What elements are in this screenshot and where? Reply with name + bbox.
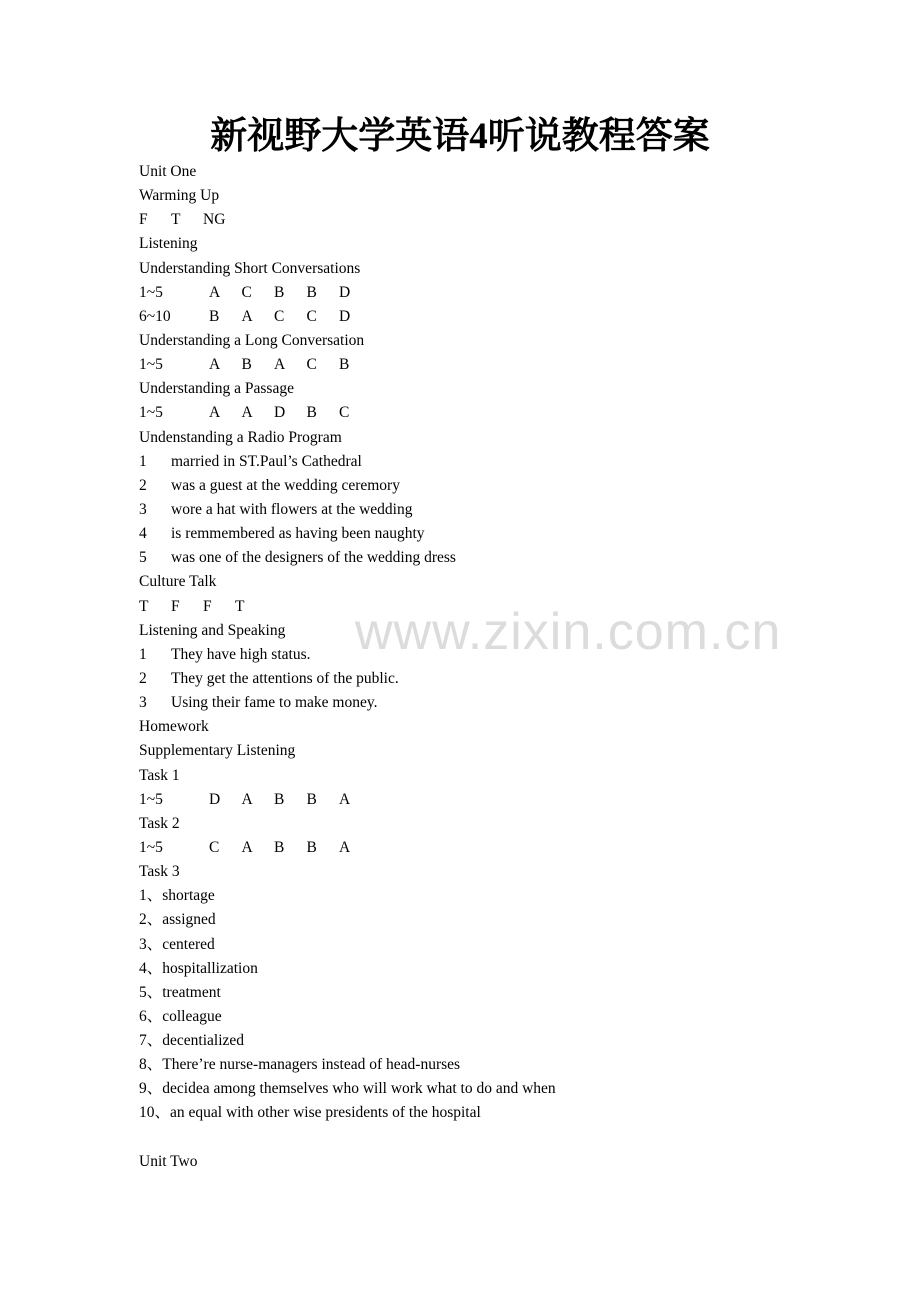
answer-row [139, 836, 839, 860]
question-range: 1~5 [139, 404, 163, 422]
item-text: They have high status. [171, 645, 311, 663]
section-label: Understanding Short Conversations [139, 259, 361, 277]
section-label: Understanding a Passage [139, 380, 294, 398]
answer: B [209, 307, 220, 325]
answer: C [339, 404, 350, 422]
answer: C [209, 838, 220, 856]
watermark: www.zixin.com.cn [355, 603, 782, 661]
item-number: 1 [139, 452, 147, 470]
list-item: 6、colleague [139, 1007, 222, 1025]
question-range: 6~10 [139, 307, 171, 325]
item-number: 4 [139, 525, 147, 543]
answer: D [209, 790, 221, 808]
answer: A [241, 307, 253, 325]
item-number: 3 [139, 694, 147, 712]
question-range: 1~5 [139, 838, 163, 856]
list-item [139, 546, 839, 570]
item-text: They get the attentions of the public. [171, 669, 399, 687]
answer: F [203, 597, 212, 615]
list-item [139, 522, 839, 546]
section-label: Listening and Speaking [139, 621, 286, 639]
answer: A [241, 790, 253, 808]
answer-row [139, 788, 839, 812]
answer: A [241, 838, 253, 856]
unit-heading: Unit Two [139, 1152, 198, 1170]
answer: A [209, 356, 221, 374]
item-text: Using their fame to make money. [171, 694, 378, 712]
question-range: 1~5 [139, 356, 163, 374]
question-range: 1~5 [139, 283, 163, 301]
answer: F [171, 597, 180, 615]
list-item [139, 474, 839, 498]
list-item: 9、decidea among themselves who will work what to do and when [139, 1080, 556, 1098]
section-label: Warming Up [139, 187, 220, 205]
section-label: Listening [139, 235, 198, 253]
answer-row [139, 281, 839, 305]
item-number: 5 [139, 549, 147, 567]
section-label: Understanding a Long Conversation [139, 331, 365, 349]
answer: A [339, 790, 351, 808]
section-label: Homework [139, 718, 209, 736]
answer: D [339, 283, 351, 301]
answer: B [274, 283, 285, 301]
answer-row [139, 208, 839, 232]
blank-line [139, 1126, 839, 1150]
item-text: married in ST.Paul’s Cathedral [171, 452, 362, 470]
list-item: 8、There’re nurse-managers instead of head-nurses [139, 1056, 461, 1074]
answer-row [139, 353, 839, 377]
list-item: 3、centered [139, 935, 215, 953]
unit-heading: Unit One [139, 163, 197, 180]
item-text: was a guest at the wedding ceremory [171, 476, 400, 494]
answer: D [339, 307, 351, 325]
list-item: 4、hospitallization [139, 959, 258, 977]
answer-row [139, 401, 839, 425]
answer: A [241, 404, 253, 422]
answer: D [274, 404, 286, 422]
answer: T [139, 597, 149, 615]
list-item: 10、an equal with other wise presidents of the hospital [139, 1104, 481, 1122]
answer: T [235, 597, 245, 615]
item-text: wore a hat with flowers at the wedding [171, 500, 413, 518]
item-text: is remmembered as having been naughty [171, 525, 425, 543]
answer: C [241, 283, 252, 301]
answer: B [306, 790, 317, 808]
item-number: 3 [139, 500, 147, 518]
answer: A [339, 838, 351, 856]
section-label: Supplementary Listening [139, 742, 296, 760]
task-label: Task 2 [139, 814, 180, 832]
answer: B [274, 790, 285, 808]
answer: B [306, 283, 317, 301]
list-item [139, 450, 839, 474]
task-label: Task 1 [139, 766, 180, 784]
answer: A [274, 356, 286, 374]
item-number: 2 [139, 669, 147, 687]
answer: A [209, 404, 221, 422]
section-label: Undenstanding a Radio Program [139, 428, 342, 446]
list-item [139, 667, 839, 691]
task-label: Task 3 [139, 863, 180, 881]
answer: NG [203, 211, 226, 229]
item-number: 1 [139, 645, 147, 663]
answer: B [274, 838, 285, 856]
item-number: 2 [139, 476, 147, 494]
question-range: 1~5 [139, 790, 163, 808]
answer: A [209, 283, 221, 301]
document-body [139, 160, 839, 1174]
answer: B [306, 838, 317, 856]
answer: C [274, 307, 285, 325]
list-item: 2、assigned [139, 911, 216, 929]
answer-row [139, 595, 839, 619]
answer: C [306, 307, 317, 325]
list-item: 7、decentialized [139, 1032, 245, 1050]
answer: T [171, 211, 181, 229]
answer-row [139, 305, 839, 329]
list-item [139, 498, 839, 522]
section-label: Culture Talk [139, 573, 217, 591]
answer: B [306, 404, 317, 422]
answer: F [139, 211, 148, 229]
list-item [139, 691, 839, 715]
item-text: was one of the designers of the wedding dress [171, 549, 456, 567]
answer: C [306, 356, 317, 374]
answer: B [241, 356, 252, 374]
list-item: 1、shortage [139, 887, 215, 905]
page-title: 新视野大学英语4听说教程答案 [210, 116, 710, 157]
answer: B [339, 356, 350, 374]
list-item [139, 643, 839, 667]
list-item: 5、treatment [139, 983, 221, 1001]
